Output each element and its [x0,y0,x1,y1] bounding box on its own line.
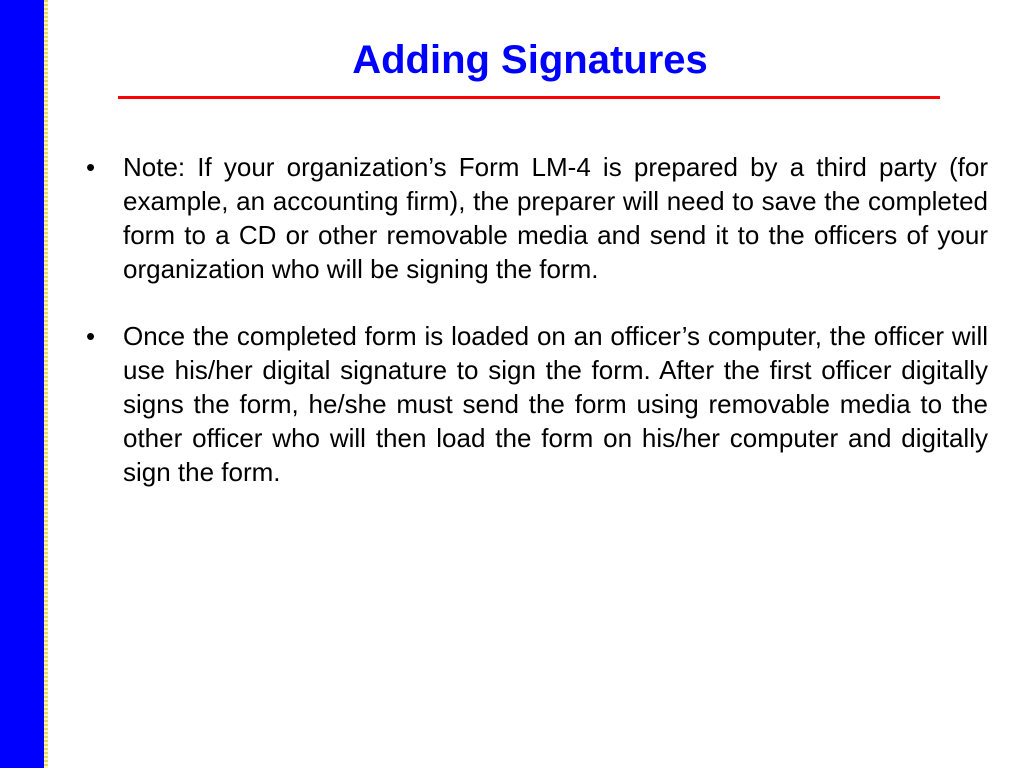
bullet-text: Note: If your organization’s Form LM-4 is prepared by a third party (for example, an accounting firm), the preparer will need to save the completed form to a CD or other removable media and send it to the officers of your organization who will be signing the form. [123,152,988,284]
bullet-dot-icon: • [86,321,96,351]
bullet-list [86,150,988,522]
bullet-dot-icon: • [86,152,96,182]
slide-title: Adding Signatures [352,38,708,82]
left-accent-bar-edge [44,0,48,768]
title-underline-rule [118,96,940,99]
left-accent-bar [0,0,44,768]
bullet-item-note [86,150,988,286]
bullet-item-signing-process [86,319,988,489]
bullet-text: Once the completed form is loaded on an officer’s computer, the officer will use his/her digital signature to sign the form. After the first officer digitally signs the form, he/she must send the form using removable media to the other officer who will then load the form on his/her computer and digitally sign the form. [123,321,988,487]
